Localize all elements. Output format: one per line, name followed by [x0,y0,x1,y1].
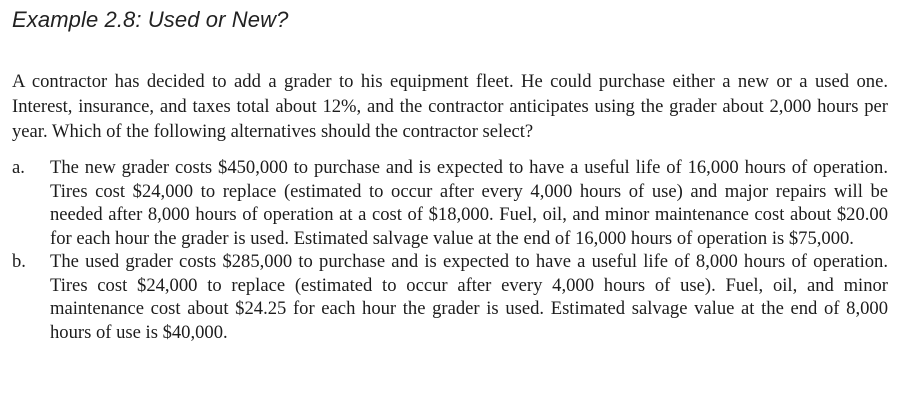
alternative-b-marker: b. [12,251,26,272]
alternative-a-text: The new grader costs $450,000 to purchase and is expected to have a useful life of 16,000 hours of operation. Tires cost $24,000 to replace (estimated to occur after every 4,000 hours of use) and major repairs will be needed after 8,000 hours of operation at a cost of $18,000. Fuel, oil, and minor maintenance cost about $20.00 for each hour the grader is used. Estimated salvage value at the end of 16,000 hours of operation is $75,000. [50,157,888,249]
alternative-b [12,250,888,344]
example-title: Example 2.8: Used or New? [12,7,289,32]
alternative-a [12,156,888,250]
alternative-a-marker: a. [12,157,25,178]
alternatives-list [12,156,888,344]
alternative-b-text: The used grader costs $285,000 to purchase and is expected to have a useful life of 8,000 hours of operation. Tires cost $24,000 to replace (estimated to occur after every 4,000 hours of use). Fuel, oil, and minor maintenance cost about $24.25 for each hour the grader is used. Estimated salvage value at the end of 8,000 hours of use is $40,000. [50,251,888,343]
problem-statement: A contractor has decided to add a grader to his equipment fleet. He could purchase either a new or a used one. Interest, insurance, and taxes total about 12%, and the contractor anticipates using the grader about 2,000 hours per year. Which of the following alternatives should the contractor select? [12,70,888,142]
